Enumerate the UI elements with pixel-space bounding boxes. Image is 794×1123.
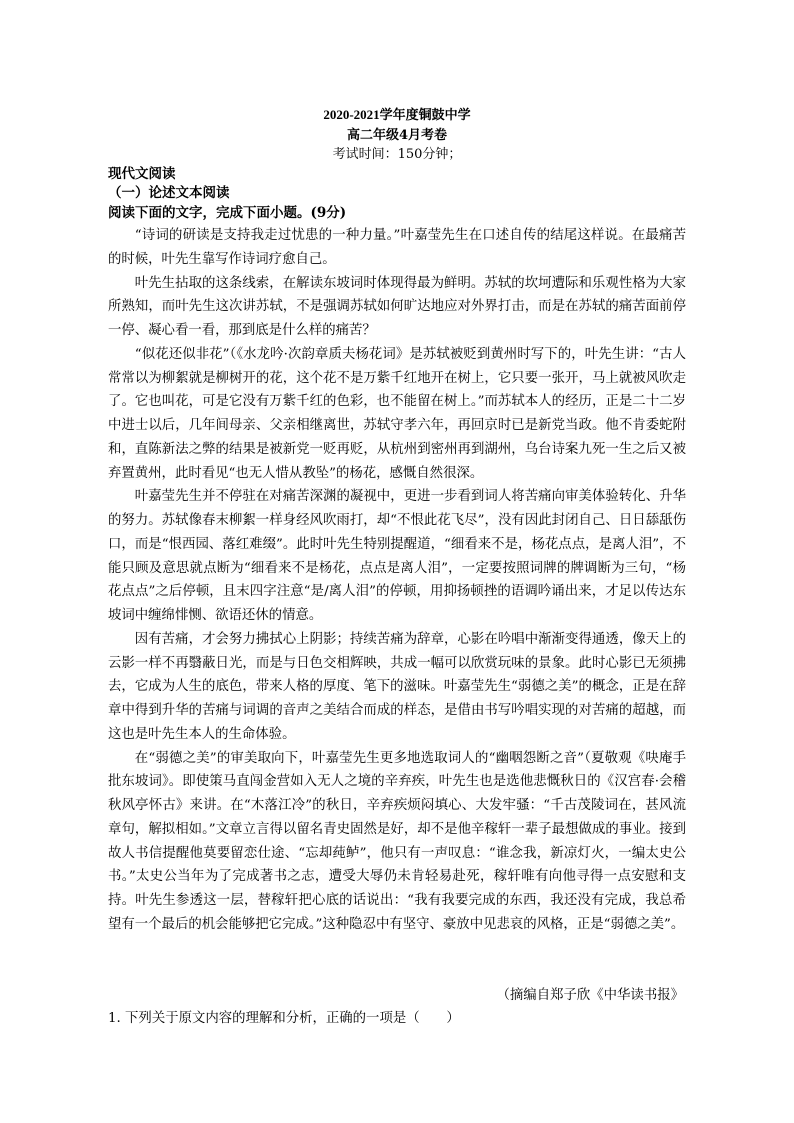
passage-paragraph: “似花还似非花”（《水龙吟·次韵章质夫杨花词》是苏轼被贬到黄州时写下的，叶先生讲：“古人常常以为柳絮就是柳树开的花，这个花不是万紫千红地开在树上，它只要一张开，马上就被风吹走了。它也叫花，可是它没有万紫千红的色彩，也不能留在树上。”而苏轼本人的经历，正是二十二岁中进士以后，几年间母亲、父亲相继离世，苏轼守孝六年，再回京时已是新党当政。他不肯委蛇附和，直陈新法之弊的结果是被新党一贬再贬，从杭州到密州再到湖州，乌台诗案九死一生之后又被弃置黄州，此时看见“也无人惜从教坠”的杨花，感慨自然很深。 bbox=[108, 346, 686, 481]
passage-paragraph: 叶先生拈取的这条线索，在解读东坡词时体现得最为鲜明。苏轼的坎坷遭际和乐观性格为大家所熟知，而叶先生这次讲苏轼，不是强调苏轼如何旷达地应对外界打击，而是在苏轼的痛苦面前停一停、凝心看一看，那到底是什么样的痛苦？ bbox=[108, 275, 686, 338]
passage-paragraph: 因有苦痛，才会努力拂拭心上阴影；持续苦痛为辞章，心影在吟唱中渐渐变得通透，像天上的云影一样不再翳蔽日光，而是与日色交相辉映，共成一幅可以欣赏玩味的景象。此时心影已无须拂去，它成为人生的底色，带来人格的厚度、笔下的滋味。叶嘉莹先生“弱德之美”的概念，正是在辞章中得到升华的苦痛与词调的音声之美结合而成的样态，是借由书写吟唱实现的对苦痛的超越，而这也是叶先生本人的生命体验。 bbox=[108, 631, 686, 742]
exam-title: 高二年级4月考卷 bbox=[346, 128, 448, 143]
passage-paragraph: 叶嘉莹先生并不停驻在对痛苦深渊的凝视中，更进一步看到词人将苦痛向审美体验转化、升华的努力。苏轼像春末柳絮一样身经风吹雨打，却“不恨此花飞尽”，没有因此封闭自己、日日舔舐伤口，而是“恨西园、落红难缀”。此时叶先生特别提醒道，“细看来不是，杨花点点，是离人泪”，不能只顾及意思就点断为“细看来不是杨花，点点是离人泪”，一定要按照词牌的牌调断为三句，“杨花点点”之后停顿，且末四字注意“是/离人泪”的停顿，用抑扬顿挫的语调吟诵出来，才足以传达东坡词中缠绵悱恻、欲语还休的情意。 bbox=[108, 489, 686, 623]
passage-paragraph: 在“弱德之美”的审美取向下，叶嘉莹先生更多地选取词人的“幽咽怨断之音”（夏敬观《吷庵手批东坡词》。即使策马直闯金营如入无人之境的辛弃疾，叶先生也是选他悲慨秋日的《汉宫春·会稽秋风亭怀古》来讲。在“木落江冷”的秋日，辛弃疾烦闷填心、大发牢骚：“千古茂陵词在，甚风流章句，解拟相如。”文章立言得以留名青史固然是好，却不是他辛稼轩一辈子最想做成的事业。接到故人书信提醒他莫要留恋仕途、“忘却莼鲈”，他只有一声叹息：“谁念我，新凉灯火，一编太史公书。”太史公当年为了完成著书之志，遭受大辱仍未肯轻易赴死，稼轩唯有向他寻得一点安慰和支持。叶先生参透这一层，替稼轩把心底的话说出：“我有我要完成的东西，我还没有完成，我总希望有一个最后的机会能够把它完成。”这种隐忍中有坚守、豪放中见悲哀的风格，正是“弱德之美”。 bbox=[108, 750, 686, 932]
school-title: 2020-2021学年度铜鼓中学 bbox=[323, 107, 471, 122]
section-subtitle: （一）论述文本阅读 bbox=[108, 185, 230, 201]
question-1: 1. 下列关于原文内容的理解和分析，正确的一项是（ ） bbox=[108, 1011, 460, 1026]
passage-source: （摘编自郑子欣《中华读书报》 bbox=[496, 988, 684, 1003]
reading-passage bbox=[108, 224, 686, 937]
reading-instruction: 阅读下面的文字，完成下面小题。(9分) bbox=[108, 205, 347, 221]
section-title: 现代文阅读 bbox=[108, 166, 176, 182]
passage-paragraph: “诗词的研读是支持我走过忧患的一种力量。”叶嘉莹先生在口述自传的结尾这样说。在最痛苦的时候，叶先生靠写作诗词疗愈自己。 bbox=[108, 228, 686, 267]
exam-time: 考试时间：150分钟； bbox=[332, 147, 462, 162]
